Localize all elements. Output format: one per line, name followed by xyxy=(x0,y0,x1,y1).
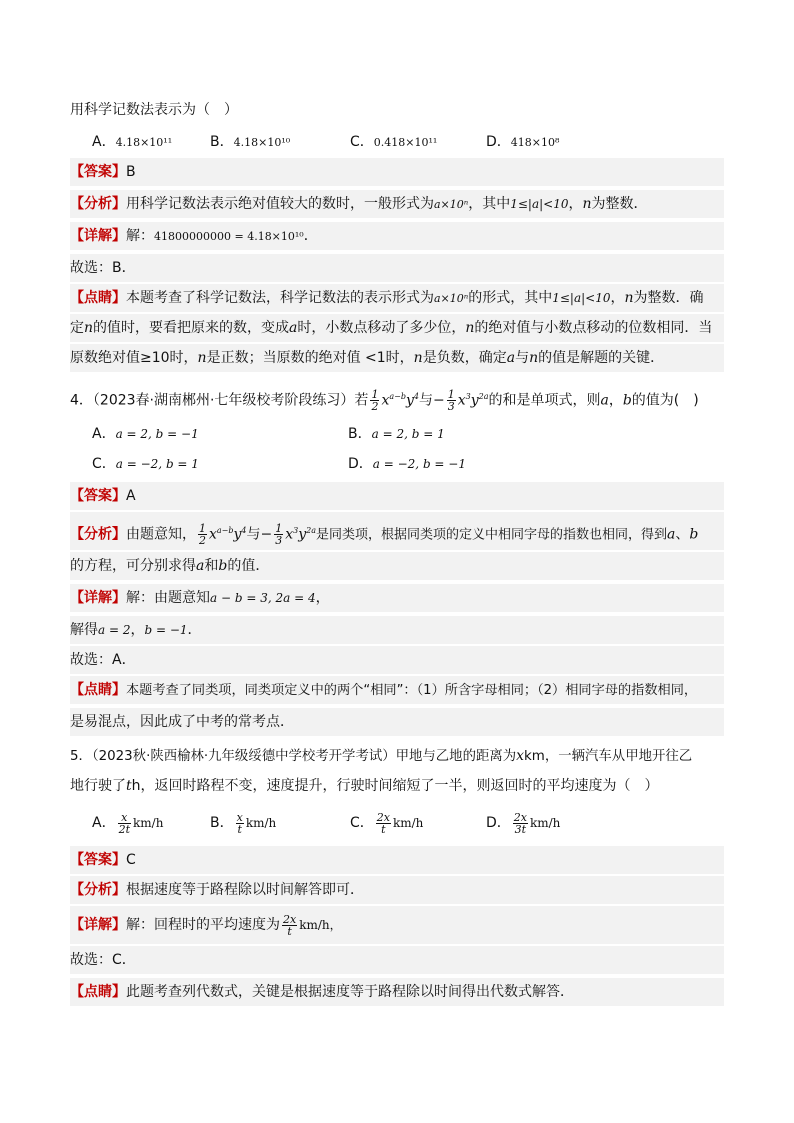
math: n xyxy=(624,290,634,306)
math: a xyxy=(667,526,676,543)
answer-value: C xyxy=(126,852,136,868)
fraction xyxy=(274,523,283,546)
math: a xyxy=(289,320,298,336)
option-value: 4.18×10¹⁰ xyxy=(233,136,291,149)
q4-solve xyxy=(70,616,724,644)
text: 与 xyxy=(418,392,433,409)
text: 为整数．确 xyxy=(633,290,704,306)
math: − xyxy=(260,526,273,543)
analysis-tag: 【分析】 xyxy=(70,526,126,543)
option-value: a = −2, b = 1 xyxy=(115,457,199,471)
q4-choose xyxy=(70,646,724,674)
q4-detail xyxy=(70,584,724,612)
math-sup: 3 xyxy=(293,526,299,535)
fraction xyxy=(447,389,456,412)
q4-answer xyxy=(70,482,724,510)
math: a xyxy=(506,350,516,366)
option-unit: km/h xyxy=(133,816,164,830)
text: 解：回程时的平均速度为 xyxy=(126,917,280,933)
math: b xyxy=(218,558,228,574)
fraction xyxy=(370,389,379,412)
q3-choose xyxy=(70,254,724,282)
option-value: 4.18×10¹¹ xyxy=(115,136,173,149)
text: 故选：B． xyxy=(70,260,136,276)
q5-option-c[interactable] xyxy=(350,806,423,840)
fraction xyxy=(198,523,207,546)
numerator: 2x xyxy=(283,912,297,926)
q5-option-b[interactable] xyxy=(210,806,276,840)
answer-value: A xyxy=(126,488,136,504)
text: 解得 xyxy=(70,622,98,638)
option-value: 0.418×10¹¹ xyxy=(373,136,438,149)
option-unit: km/h xyxy=(245,816,277,830)
text: 地行驶了 xyxy=(70,778,126,794)
text: ，其中 xyxy=(468,196,511,212)
q4-option-c[interactable] xyxy=(92,450,199,478)
numerator: 1 xyxy=(447,388,455,402)
detail-tag: 【详解】 xyxy=(70,590,126,606)
comment-tag: 【点睛】 xyxy=(70,984,126,1000)
option-label: B． xyxy=(210,815,234,831)
text: 的值为( ) xyxy=(631,392,699,409)
math: b xyxy=(622,392,632,409)
q4-analysis-1 xyxy=(70,512,724,550)
math-sup: 2a xyxy=(478,392,489,401)
text: 解：由题意知 xyxy=(126,590,210,606)
option-value: a = 2, b = 1 xyxy=(371,427,445,441)
q3-option-d[interactable] xyxy=(486,128,559,156)
text: ， xyxy=(610,290,625,306)
math-sup: a−b xyxy=(216,526,234,535)
text: ． xyxy=(187,622,202,638)
q3-options xyxy=(70,128,724,156)
q3-answer xyxy=(70,158,724,186)
text: 是同类项，根据同类项的定义中相同字母的指数也相同，得到 xyxy=(316,527,668,543)
text: ， xyxy=(315,590,330,606)
text: 定 xyxy=(70,320,84,336)
math: a×10ⁿ xyxy=(434,198,469,211)
q5-analysis xyxy=(70,876,724,904)
denominator: 2t xyxy=(118,822,130,836)
text: 原数绝对值≥10时， xyxy=(70,350,198,366)
q4-comment-2 xyxy=(70,708,724,736)
text: 解： xyxy=(126,228,154,244)
math: n xyxy=(197,350,207,366)
math: a = 2 xyxy=(98,623,131,637)
numerator: 2x xyxy=(513,810,527,824)
math: n xyxy=(84,320,94,336)
q5-answer xyxy=(70,846,724,874)
denominator: 3 xyxy=(275,534,283,548)
math: n xyxy=(465,320,475,336)
math: − xyxy=(432,392,445,409)
math: y xyxy=(470,392,479,409)
text: 与 xyxy=(246,526,261,543)
text: ， xyxy=(608,392,623,409)
text: 故选：A． xyxy=(70,652,136,668)
text: 为整数． xyxy=(591,196,648,212)
detail-tag: 【详解】 xyxy=(70,228,126,244)
math: y xyxy=(233,526,242,543)
q3-stem xyxy=(70,96,724,124)
option-label: C． xyxy=(92,456,116,472)
text: 的和是单项式，则 xyxy=(488,392,601,409)
option-label: A． xyxy=(92,815,116,831)
math-sup: 3 xyxy=(465,392,471,401)
math: a xyxy=(600,392,609,409)
q3-option-c[interactable] xyxy=(350,128,437,156)
option-unit: km/h xyxy=(529,816,561,830)
option-value: a = 2, b = −1 xyxy=(115,427,199,441)
math: y xyxy=(298,526,307,543)
math: y xyxy=(405,392,414,409)
option-value: a = −2, b = −1 xyxy=(372,457,466,471)
text: ， xyxy=(130,622,145,638)
q4-options-row1 xyxy=(70,420,724,448)
numerator: 1 xyxy=(275,522,283,536)
math: x xyxy=(457,392,466,409)
q4-analysis-2 xyxy=(70,552,724,580)
text: 是负数，确定 xyxy=(422,350,507,366)
option-label: C． xyxy=(350,815,374,831)
numerator: 2x xyxy=(376,810,390,824)
option-label: B． xyxy=(348,426,372,442)
text: 和 xyxy=(204,558,219,574)
numerator: x xyxy=(118,812,131,824)
fraction xyxy=(118,812,131,835)
option-label: A． xyxy=(92,134,116,150)
math: b = −1 xyxy=(144,623,188,637)
math: a − b = 3, 2a = 4 xyxy=(210,591,316,605)
q5-choose xyxy=(70,946,724,974)
text: 4．（2023春·湖南郴州·七年级校考阶段练习）若 xyxy=(70,392,369,409)
option-label: C． xyxy=(350,134,374,150)
text: 的值． xyxy=(227,558,270,574)
q5-options xyxy=(70,806,724,840)
numerator: 1 xyxy=(199,522,206,536)
text: ． xyxy=(303,228,318,244)
text: 根据速度等于路程除以时间解答即可． xyxy=(126,882,364,898)
fraction xyxy=(282,914,297,937)
text: 本题考查了科学记数法，科学记数法的表示形式为 xyxy=(126,290,434,306)
q3-comment-1 xyxy=(70,284,724,312)
math: b xyxy=(689,526,699,543)
math: x xyxy=(381,392,390,409)
comment-tag: 【点睛】 xyxy=(70,682,126,698)
text: h，返回时路程不变，速度提升，行驶时间缩短了一半，则返回时的平均速度为（ ） xyxy=(131,778,659,794)
text: 5．（2023秋·陕西榆林·九年级绥德中学校考开学考试）甲地与乙地的距离为 xyxy=(70,749,517,764)
answer-tag: 【答案】 xyxy=(70,852,126,868)
math: x xyxy=(285,526,294,543)
denominator: 3 xyxy=(447,400,455,414)
q3-comment-3 xyxy=(70,344,724,372)
q3-option-a[interactable] xyxy=(92,128,172,156)
q3-stem-text: 用科学记数法表示为（ ） xyxy=(70,102,238,118)
text: 本题考查了同类项，同类项定义中的两个“相同”：（1）所含字母相同；（2）相同字母的指数相同， xyxy=(126,683,698,698)
q3-detail xyxy=(70,222,724,250)
text: 的方程，可分别求得 xyxy=(70,558,196,574)
option-label: A． xyxy=(92,426,116,442)
text: 、 xyxy=(675,526,690,543)
math: n xyxy=(413,350,423,366)
text: 的形式，其中 xyxy=(468,290,553,306)
option-label: D． xyxy=(486,815,511,831)
math: t xyxy=(126,778,132,794)
detail-tag: 【详解】 xyxy=(70,917,126,933)
text: 的值是解题的关键． xyxy=(538,350,665,366)
analysis-tag: 【分析】 xyxy=(70,882,126,898)
q4-stem xyxy=(70,380,724,414)
option-label: B． xyxy=(210,134,234,150)
option-label: D． xyxy=(486,134,511,150)
option-unit: km/h xyxy=(392,816,424,830)
math-sup: 2a xyxy=(306,526,317,535)
answer-tag: 【答案】 xyxy=(70,488,126,504)
math: 1≤|a|<10 xyxy=(552,291,611,305)
analysis-tag: 【分析】 xyxy=(70,196,126,212)
numerator: 1 xyxy=(371,388,379,402)
denominator: t xyxy=(237,822,242,836)
text: km，一辆汽车从甲地开往乙 xyxy=(524,749,693,764)
option-value: 418×10⁸ xyxy=(510,136,560,149)
text: 的值时，要看把原来的数，变成 xyxy=(93,320,290,336)
denominator: t xyxy=(287,924,292,938)
option-label: D． xyxy=(348,456,373,472)
math-sup: a−b xyxy=(389,392,406,401)
math: n xyxy=(582,196,592,212)
text: ， xyxy=(568,196,583,212)
math: 1≤|a|<10 xyxy=(510,197,569,211)
math-sup: 4 xyxy=(241,526,247,535)
numerator: x xyxy=(236,810,243,824)
answer-value: B xyxy=(126,164,136,180)
math-sup: 4 xyxy=(413,392,419,401)
denominator: 2 xyxy=(199,534,206,548)
text: 与 xyxy=(515,350,530,366)
q4-option-b[interactable] xyxy=(348,420,445,448)
text: 故选：C． xyxy=(70,952,136,968)
text: 时，小数点移动了多少位， xyxy=(297,320,466,336)
text: 此题考查列代数式，关键是根据速度等于路程除以时间得出代数式解答． xyxy=(126,984,574,1000)
text: 由题意知， xyxy=(126,526,196,543)
math: a xyxy=(196,558,205,574)
text: 的绝对值与小数点移动的位数相同．当 xyxy=(474,320,713,336)
fraction xyxy=(513,812,528,835)
q3-comment-2 xyxy=(70,314,724,342)
q5-option-d[interactable] xyxy=(486,806,560,840)
denominator: 2 xyxy=(371,400,379,414)
comment-tag: 【点睛】 xyxy=(70,290,126,306)
q3-option-b[interactable] xyxy=(210,128,290,156)
text: 是正数；当原数的绝对值 <1时， xyxy=(206,350,414,366)
denominator: t xyxy=(381,822,386,836)
q5-detail xyxy=(70,906,724,944)
math: n xyxy=(529,350,539,366)
math: a×10ⁿ xyxy=(434,292,469,305)
q4-options-row2 xyxy=(70,450,724,478)
fraction xyxy=(236,812,244,835)
denominator: 3t xyxy=(514,822,527,836)
q4-option-a[interactable] xyxy=(92,420,199,448)
math: x xyxy=(516,748,525,764)
q3-analysis xyxy=(70,190,724,218)
q4-comment-1 xyxy=(70,676,724,704)
q5-comment xyxy=(70,978,724,1006)
fraction xyxy=(376,812,391,835)
math: x xyxy=(209,526,217,543)
answer-tag: 【答案】 xyxy=(70,164,126,180)
q5-stem-1 xyxy=(70,742,724,770)
q4-option-d[interactable] xyxy=(348,450,466,478)
q5-stem-2 xyxy=(70,772,724,800)
text: km/h， xyxy=(299,918,342,932)
math: 41800000000 = 4.18×10¹⁰ xyxy=(154,230,304,243)
text: 是易混点，因此成了中考的常考点． xyxy=(70,714,294,730)
q5-option-a[interactable] xyxy=(92,806,163,840)
text: 用科学记数法表示绝对值较大的数时，一般形式为 xyxy=(126,196,434,212)
